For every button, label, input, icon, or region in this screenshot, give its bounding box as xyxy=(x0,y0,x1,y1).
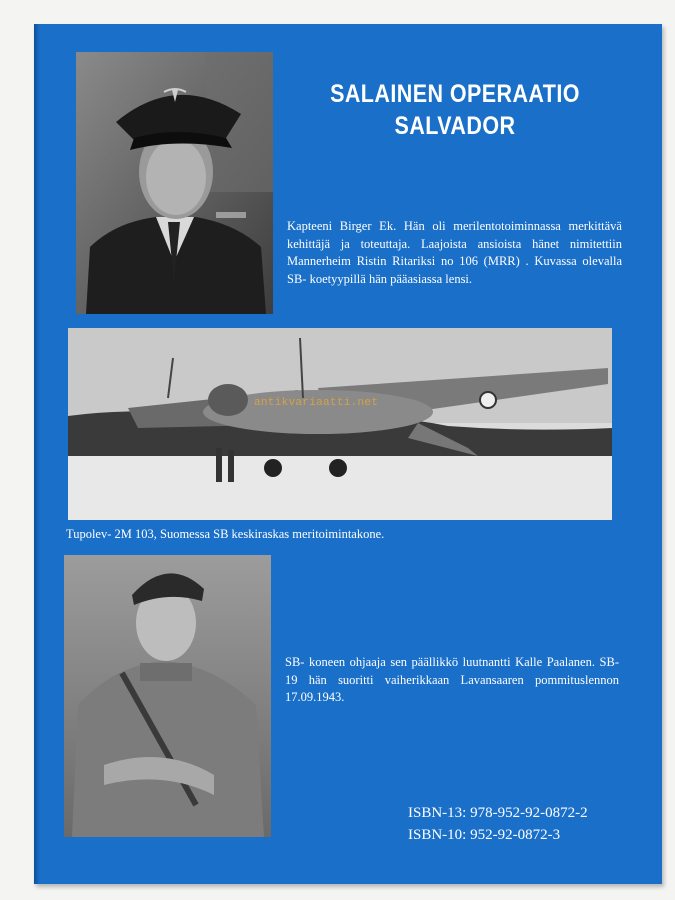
isbn-13: ISBN-13: 978-952-92-0872-2 xyxy=(408,805,588,821)
isbn-10: ISBN-10: 952-92-0872-3 xyxy=(408,827,561,843)
watermark: antikvariaatti.net xyxy=(254,397,379,409)
officer-portrait-photo xyxy=(76,52,273,314)
book-title xyxy=(322,78,589,142)
caption-officer: Kapteeni Birger Ek. Hän oli merilentotoiminnassa merkittävä kehittäjä ja toteuttaja. Laajoista ansioista hänet nimitettiin Mannerheim Ristin Ritariksi no 106 (MRR) . Kuvassa olevalla SB- koetyypillä hän pääasiassa lensi. xyxy=(287,219,622,286)
cover-edge xyxy=(34,24,40,884)
caption-pilot: SB- koneen ohjaaja sen päällikkö luutnantti Kalle Paalanen. SB- 19 hän suoritti vaiherikkaan Lavansaaren pommituslennon 17.09.1943. xyxy=(285,655,619,705)
pilot-portrait-photo xyxy=(64,555,271,837)
caption-aircraft: Tupolev- 2M 103, Suomessa SB keskiraskas meritoimintakone. xyxy=(66,527,385,541)
title-line-1: SALAINEN OPERAATIO xyxy=(330,80,580,108)
aircraft-photo xyxy=(68,328,612,520)
title-line-2: SALVADOR xyxy=(394,112,516,140)
